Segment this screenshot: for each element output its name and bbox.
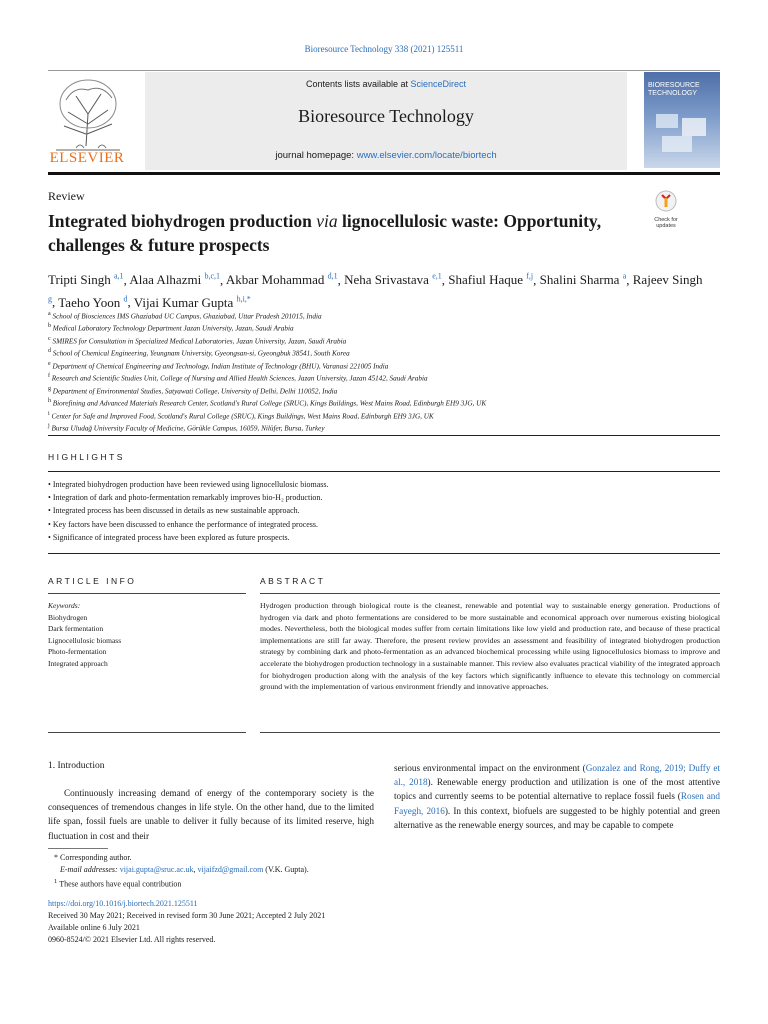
received-dates: Received 30 May 2021; Received in revised form 30 June 2021; Accepted 2 July 2021 [48, 911, 326, 920]
author[interactable]: Shafiul Haque $^{f,j}$ [448, 272, 534, 288]
intro-text: ). In this context, biofuels are suggested to be highly potential and green alternative as the renewable energy sources, and may be capable to compete [394, 805, 720, 830]
highlights-heading: HIGHLIGHTS [48, 452, 125, 462]
cover-title-line-2: TECHNOLOGY [648, 90, 698, 97]
article-info-heading: ARTICLE INFO [48, 576, 137, 586]
header-bottom-rule [48, 172, 720, 175]
author[interactable]: Rajeev Singh $^g$ [48, 272, 703, 304]
sciencedirect-link[interactable]: ScienceDirect [410, 79, 467, 89]
article-info-bottom-rule [48, 732, 246, 733]
highlight-item: • Key factors have been discussed to enhance the performance of integrated process. [48, 519, 319, 529]
keywords-block [48, 600, 121, 670]
journal-cover-image[interactable] [644, 72, 720, 168]
highlights-bottom-rule [48, 553, 720, 554]
highlights-list [48, 478, 728, 544]
keywords-label: Keywords: [48, 601, 81, 610]
highlight-item: • Integration of dark and photo-fermentation remarkably improves bio-H₂ production. [48, 493, 323, 503]
citation-link[interactable]: Rosen and Fayegh, 2016 [394, 791, 720, 816]
badge-line-2: updates [656, 223, 676, 229]
affiliation-item: $^h$ Biorefining and Advanced Materials Research Center, Scotland's Rural College (SRUC), Kings Buildings, West Mains Road, Edinburgh EH9 3JG, UK [48, 398, 487, 408]
intro-text: ). Renewable energy production and utilization is one of the most attentive topics and currently seems to be potential alternative to replace fossil fuels ( [394, 777, 720, 802]
author[interactable]: Tripti Singh $^{a,1}$ [48, 272, 124, 288]
keyword-item: Integrated approach [48, 658, 108, 668]
equal-contribution-note: $^1$ These authors have equal contribution [54, 878, 182, 889]
title-part-2: lignocellulosic waste: Opportunity, challenges & future prospects [48, 211, 602, 255]
keyword-item: Lignocellulosic biomass [48, 635, 122, 645]
affiliation-item: $^d$ School of Chemical Engineering, Yeungnam University, Gyeongsan-si, Gyeongbuk 38541, South Korea [48, 348, 350, 358]
abstract-rule [260, 593, 720, 594]
citation-link[interactable]: Gonzalez and Rong, 2019; Duffy et al., 2018 [394, 763, 720, 788]
affiliations-rule [48, 435, 720, 436]
affiliation-item: $^j$ Bursa Uludağ University Faculty of Medicine, Görükle Campus, 16059, Nilüfer, Bursa, Turkey [48, 423, 325, 433]
homepage-link[interactable]: www.elsevier.com/locate/biortech [356, 150, 497, 161]
homepage-prefix: journal homepage: [275, 150, 357, 161]
keyword-item: Photo-fermentation [48, 647, 107, 657]
doi-link[interactable]: https://doi.org/10.1016/j.biortech.2021.125511 [48, 899, 198, 908]
affiliation-item: $^e$ Department of Chemical Engineering and Technology, Indian Institute of Technology (BHU), Varanasi 221005 India [48, 360, 389, 371]
abstract-text: Hydrogen production through biological route is the cleanest, renewable and potential way to sustainable energy generation. Productions of hydrogen via dark and photo fermentations are considered to be more sustainable and economical approach over numerous existing biological modes. Nevertheless, both the biological modes suffer from certain limitations like low yield and production rate, and because of these practical implementations are still far away. Therefore, the present review provides an assessment and feasibility of integrated biohydrogen production strategy by combining dark and photo-fermentation as an advanced biochemical processing while using lignocellulosics biomass to improve and accelerate the biohydrogen production technology in a sustainable manner. This review also evaluates practical viability of the integrated approach for biohydrogen production along with the analysis of the key factors which significantly influence to elevate this technology on commercial ground with the implementation of various environment friendly and innovative approaches. [260, 601, 720, 692]
highlight-item: • Integrated biohydrogen production have been reviewed using lignocellulosic biomass. [48, 480, 329, 489]
email-note: E-mail addresses: vijai.gupta@sruc.ac.uk, vijaifzd@gmail.com (V.K. Gupta). [60, 865, 309, 874]
email-link[interactable]: vijaifzd@gmail.com [197, 865, 264, 874]
check-for-updates-badge[interactable] [648, 190, 684, 228]
affiliation-item: $^a$ School of Biosciences IMS Ghaziabad UC Campus, Ghaziabad, Uttar Pradesh 201015, India [48, 311, 322, 321]
intro-text: serious environmental impact on the environment ( [394, 763, 586, 773]
affiliation-item: $^g$ Department of Environmental Studies, Satyawati College, University of Delhi, Delhi 110052, India [48, 385, 338, 396]
author-list: Tripti Singh $^{a,1}$, Alaa Alhazmi $^{b,c,1}$, Akbar Mohammad $^{d,1}$, Neha Srivastava $^{e,1}$, Shafiul Haque $^{f,j}$, Shalini Sharma $^a$, Rajeev Singh $^g$, Taeho Yoon $^d$, Vijai Kumar Gupta $^{h,i,*}$ [48, 272, 703, 310]
abstract-heading: ABSTRACT [260, 576, 326, 586]
available-online: Available online 6 July 2021 [48, 923, 140, 932]
cover-title [648, 82, 716, 98]
abstract-bottom-rule [260, 732, 720, 733]
journal-name: Bioresource Technology [298, 106, 474, 126]
intro-left-column: Continuously increasing demand of energy of the contemporary society is the consequences of tremendous changes in life style. On the other hand, due to the limited life span, fossil fuels are unable to deliver it fully because of its limited reserve, high fluctuation in cost and their [48, 788, 374, 841]
keyword-item: Dark fermentation [48, 624, 104, 634]
highlight-item: • Integrated process has been discussed in details as new sustainable approach. [48, 506, 300, 516]
keyword-item: Biohydrogen [48, 612, 88, 622]
email-link[interactable]: vijai.gupta@sruc.ac.uk [119, 865, 194, 874]
header-top-rule [48, 70, 720, 71]
intro-right-column [394, 761, 720, 832]
footnotes [48, 852, 309, 891]
article-title [48, 209, 638, 257]
title-italic: via [316, 211, 338, 231]
contents-prefix: Contents lists available at [305, 79, 411, 89]
author[interactable]: Neha Srivastava $^{e,1}$ [344, 272, 442, 288]
affiliation-item: $^f$ Research and Scientific Studies Unit, College of Nursing and Allied Health Sciences, Jazan University, Jazan 45142, Saudi Arabia [48, 373, 428, 383]
author[interactable]: Akbar Mohammad $^{d,1}$ [225, 272, 338, 288]
highlight-item: • Significance of integrated process have been explored as future prospects. [48, 532, 290, 542]
introduction-heading: 1. Introduction [48, 761, 105, 771]
affiliation-list [48, 309, 728, 434]
journal-homepage [145, 150, 627, 161]
affiliation-item: $^i$ Center for Safe and Improved Food, Scotland's Rural College (SRUC), Kings Buildings, West Mains Road, Edinburgh EH9 3JG, UK [48, 410, 434, 421]
author[interactable]: Vijai Kumar Gupta $^{h,i,*}$ [133, 294, 251, 310]
author[interactable]: Shalini Sharma $^a$ [539, 272, 627, 288]
contents-line [145, 79, 627, 89]
check-updates-icon [655, 190, 677, 212]
cover-title-line-1: BIORESOURCE [648, 82, 700, 89]
copyright: 0960-8524/© 2021 Elsevier Ltd. All rights reserved. [48, 935, 216, 944]
affiliation-item: $^c$ SMIRES for Consultation in Specialized Medical Laboratories, Jazan University, Jazan, Saudi Arabia [48, 335, 347, 346]
author[interactable]: Alaa Alhazmi $^{b,c,1}$ [129, 272, 221, 288]
corresponding-author-note: * Corresponding author. [48, 853, 132, 862]
elsevier-wordmark: ELSEVIER [49, 150, 125, 166]
badge-line-1: Check for [654, 217, 678, 223]
title-part-1: Integrated biohydrogen production [48, 211, 317, 231]
cover-graphic-icon [652, 108, 712, 162]
footnote-rule [48, 848, 108, 849]
article-type: Review [48, 189, 85, 203]
highlights-rule [48, 471, 720, 472]
affiliation-item: $^b$ Medical Laboratory Technology Department Jazan University, Jazan, Saudi Arabia [48, 323, 294, 333]
journal-citation[interactable]: Bioresource Technology 338 (2021) 125511 [304, 44, 464, 54]
publication-info [48, 898, 325, 946]
article-info-rule [48, 593, 246, 594]
author[interactable]: Taeho Yoon $^d$ [58, 294, 128, 310]
